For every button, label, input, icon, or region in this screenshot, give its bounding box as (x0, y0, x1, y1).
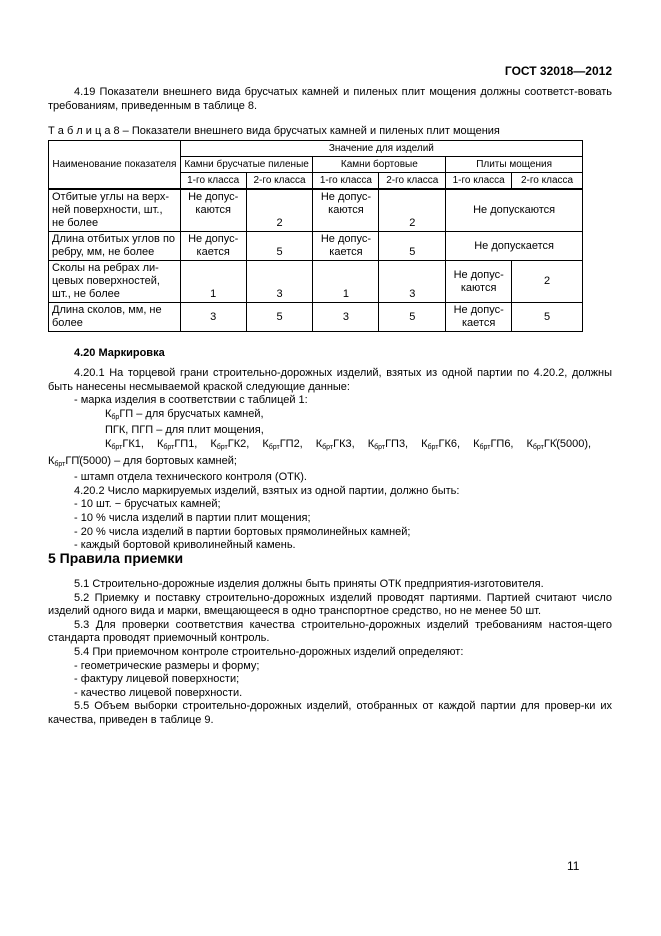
list-item: - марка изделия в соответствии с таблицей 1: (74, 394, 308, 407)
list-item: - 10 шт. − брусчатых камней; (74, 498, 221, 511)
cell: Не допускается (446, 232, 583, 261)
section-heading: 4.20 Маркировка (74, 347, 165, 359)
mark-line: $К_{брт}ГП̍(5000)$ – для бортовых камней; (48, 454, 237, 468)
col-header-class: 2-го класса (246, 173, 313, 190)
product-mark: $К_{брт}ГК2$, (210, 437, 250, 451)
table-caption: Т а б л и ц а 8 – Показатели внешнего вида брусчатых камней и пиленых плит мощения (48, 125, 500, 137)
mark-list (48, 438, 612, 455)
cell: 1 (313, 261, 379, 303)
product-mark: $К_{брт}ГП1$, (156, 437, 198, 451)
product-mark: $К_{брт}ГК3$, (315, 437, 355, 451)
row-label: Отбитые углы на верх-ней поверхности, шт., не более (49, 189, 181, 232)
cell: 2 (512, 261, 583, 303)
col-header-class: 2-го класса (512, 173, 583, 190)
cell: 2 (379, 189, 446, 232)
list-item: - 20 % числа изделий в партии бортовых прямолинейных камней; (74, 525, 411, 538)
paragraph: 5.2 Приемку и поставку строительно-дорожных изделий проводят партиями. Партией считают число изделий одного вида и марки, вмещающееся в одно транспортное средство, но не менее 50 шт. (48, 591, 612, 618)
cell: Не допус-каются (313, 189, 379, 232)
cell: 5 (379, 232, 446, 261)
paragraph: 4.20.2 Число маркируемых изделий, взятых из одной партии, должно быть: (74, 484, 460, 497)
list-item: - 10 % числа изделий в партии плит мощения; (74, 511, 311, 524)
list-item: - каждый бортовой криволинейный камень. (74, 539, 296, 552)
cell: Не допус-каются (446, 261, 512, 303)
product-mark: $К_{брт}ГК6$, (421, 437, 461, 451)
cell: 5 (246, 232, 313, 261)
list-item: - качество лицевой поверхности. (74, 686, 243, 699)
table-row (49, 189, 583, 232)
paragraph: 5.1 Строительно-дорожные изделия должны быть приняты ОТК предприятия-изготовителя. (74, 578, 544, 590)
standard-header: ГОСТ 32018—2012 (504, 64, 612, 78)
paragraph: 4.20.1 На торцевой грани строительно-дорожных изделий, взятых из одной партии по 4.20.2, должны быть нанесены несмываемой краской следующие данные: (48, 367, 612, 393)
cell: 3 (379, 261, 446, 303)
product-mark: $К_{брт}ГП2$, (262, 437, 303, 451)
section-heading: 5 Правила приемки (48, 550, 184, 566)
page-number: 11 (567, 859, 580, 873)
table-row (49, 261, 583, 303)
table-row (49, 232, 583, 261)
list-item: - штамп отдела технического контроля (ОТК). (74, 471, 307, 484)
row-label: Сколы на ребрах ли-цевых поверхностей, шт., не более (49, 261, 181, 303)
cell: 2 (246, 189, 313, 232)
cell: 5 (379, 303, 446, 332)
cell: 3 (313, 303, 379, 332)
paragraph: 5.5 Объем выборки строительно-дорожных изделий, отобранных от каждой партии для провер-ки их качества, приведен в таблице 9. (48, 700, 612, 726)
list-item: - геометрические размеры и форму; (74, 659, 260, 672)
cell: 1 (180, 261, 246, 303)
col-header-class: 1-го класса (180, 173, 246, 190)
section-4-20 (48, 347, 612, 553)
col-header-class: 1-го класса (313, 173, 379, 190)
row-label: Длина сколов, мм, не более (49, 303, 181, 332)
table-8 (48, 140, 583, 332)
cell: Не допускаются (446, 189, 583, 232)
cell: Не допус-каются (180, 189, 246, 232)
paragraph: 5.3 Для проверки соответствия качества строительно-дорожных изделий требованиям настоя-щего стандарта проводят приемочный контроль. (48, 618, 612, 645)
product-mark: $К_{брт}ГК1$, (105, 437, 144, 451)
col-header-product: Плиты мощения (446, 157, 583, 173)
mark-line: ПГК, ПГП – для плит мощения, (105, 424, 264, 437)
product-mark: $К_{брт}ГП3$, (367, 437, 409, 451)
col-header-class: 2-го класса (379, 173, 446, 190)
cell: 3 (246, 261, 313, 303)
section-5 (48, 550, 612, 728)
paragraph: 5.4 При приемочном контроле строительно-дорожных изделий определяют: (74, 645, 464, 658)
col-header-group: Значение для изделий (180, 141, 582, 157)
col-header-product: Камни бортовые (313, 157, 446, 173)
mark-line: $К_{бр}ГП$ – для брусчатых камней, (105, 407, 264, 421)
cell: 3 (180, 303, 246, 332)
product-mark: $К_{брт}ГК̍(5000)$, (526, 437, 592, 451)
col-header-class: 1-го класса (446, 173, 512, 190)
cell: 5 (246, 303, 313, 332)
cell: Не допус-кается (446, 303, 512, 332)
row-label: Длина отбитых углов по ребру, мм, не более (49, 232, 181, 261)
product-mark: $К_{брт}ГП6$, (473, 437, 514, 451)
cell: 5 (512, 303, 583, 332)
cell: Не допус-кается (180, 232, 246, 261)
paragraph-4-19: 4.19 Показатели внешнего вида брусчатых камней и пиленых плит мощения должны соответст-вовать требованиям, приведенным в таблице 8. (48, 86, 612, 112)
col-header-product: Камни брусчатые пиленые (180, 157, 313, 173)
table-row (49, 303, 583, 332)
col-header-name: Наименование показателя (49, 141, 181, 190)
list-item: - фактуру лицевой поверхности; (74, 673, 240, 686)
cell: Не допус-кается (313, 232, 379, 261)
